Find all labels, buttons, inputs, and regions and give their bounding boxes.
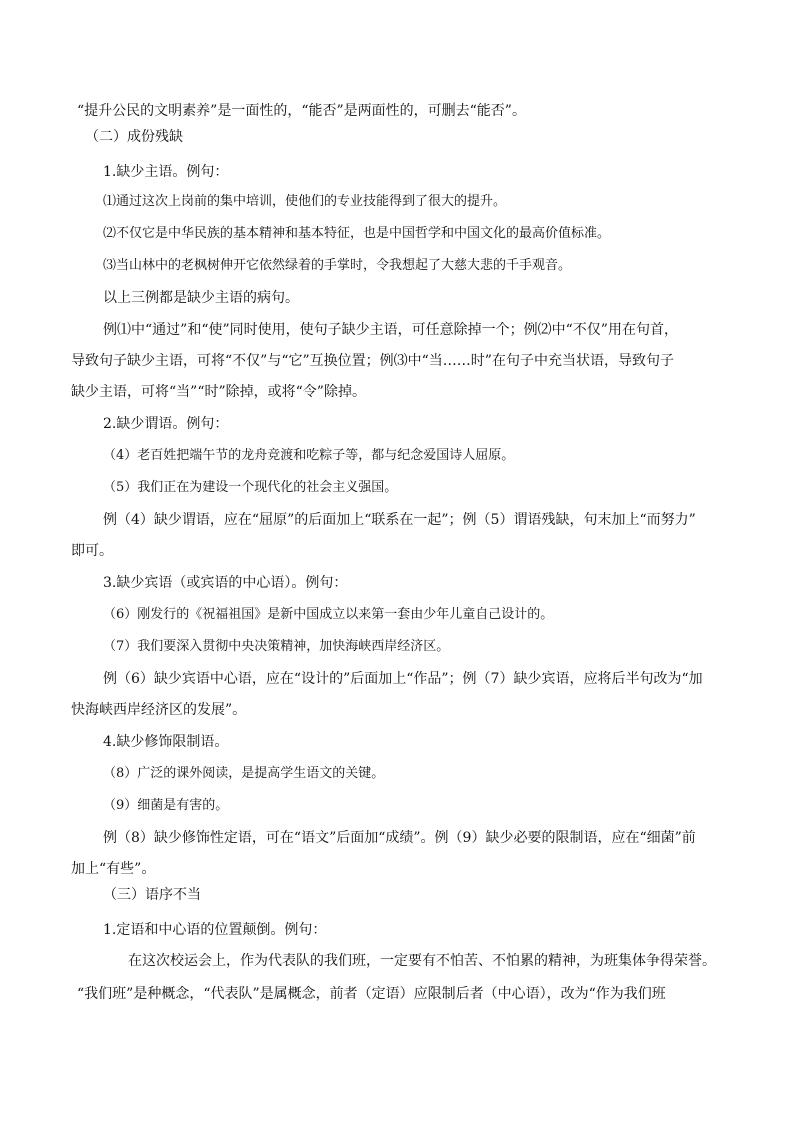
example-sentence: （9）细菌是有害的。 xyxy=(103,798,229,813)
text-line: 缺少主语，可将“当”“时”除掉，或将“令”除掉。 xyxy=(71,384,366,400)
example-sentence: （5）我们正在为建设一个现代化的社会主义强国。 xyxy=(103,480,398,495)
text-line: 加上“有些”。 xyxy=(71,861,156,877)
example-sentence: （8）广泛的课外阅读，是提高学生语文的关键。 xyxy=(103,766,385,781)
text-line: 例（6）缺少宾语中心语，应在“设计的”后面加上“作品”；例（7）缺少宾语，应将后半句改为“加 xyxy=(103,671,703,687)
text-line: 例（4）缺少谓语，应在“屈原”的后面加上“联系在一起”；例（5）谓语残缺，句末加上“而努力” xyxy=(103,512,696,528)
example-sentence: 在这次校运会上，作为代表队的我们班，一定要有不怕苦、不怕累的精神，为班集体争得荣誉。 xyxy=(128,953,716,969)
text-line: “提升公民的文明素养”是一面性的，“能否”是两面性的，可删去“能否”。 xyxy=(77,103,526,119)
example-sentence: （7）我们要深入贯彻中央决策精神，加快海峡西岸经济区。 xyxy=(103,639,450,654)
example-sentence: （6）刚发行的《祝福祖国》是新中国成立以来第一套由少年儿童自己设计的。 xyxy=(103,607,554,622)
subsection-heading: 4.缺少修饰限制语。 xyxy=(103,734,229,750)
section-heading: （二）成份残缺 xyxy=(85,129,183,145)
text-line: 以上三例都是缺少主语的病句。 xyxy=(103,290,299,306)
text-line: 例⑴中“通过”和“使”同时使用，使句子缺少主语，可任意除掉一个；例⑵中“不仅”用在句首， xyxy=(103,322,678,338)
subsection-heading: 1.缺少主语。例句： xyxy=(103,164,229,180)
text-line: 即可。 xyxy=(71,543,113,559)
text-line: 例（8）缺少修饰性定语，可在“语文”后面加“成绩”。例（9）缺少必要的限制语，应在“细菌”前 xyxy=(103,830,696,846)
subsection-heading: 3.缺少宾语（或宾语的中心语）。例句： xyxy=(103,575,348,591)
subsection-heading: 2.缺少谓语。例句： xyxy=(103,416,229,432)
example-sentence: ⑶当山林中的老枫树伸开它依然绿着的手掌时，令我想起了大慈大悲的千手观音。 xyxy=(103,258,572,273)
example-sentence: ⑴通过这次上岗前的集中培训，使他们的专业技能得到了很大的提升。 xyxy=(103,194,507,209)
text-line: “我们班”是种概念，“代表队”是属概念，前者（定语）应限制后者（中心语），改为“作为我们班 xyxy=(77,986,666,1002)
example-sentence: ⑵不仅它是中华民族的基本精神和基本特征，也是中国哲学和中国文化的最高价值标准。 xyxy=(103,226,611,241)
example-sentence: （4）老百姓把端午节的龙舟竞渡和吃粽子等，都与纪念爱国诗人屈原。 xyxy=(103,448,515,463)
section-heading: （三）语序不当 xyxy=(103,887,201,903)
subsection-heading: 1.定语和中心语的位置颠倒。例句： xyxy=(103,922,327,938)
text-line: 导致句子缺少主语，可将“不仅”与“它”互换位置；例⑶中“当……时”在句子中充当状语，导致句子 xyxy=(71,353,674,369)
text-line: 快海峡西岸经济区的发展”。 xyxy=(71,702,247,718)
